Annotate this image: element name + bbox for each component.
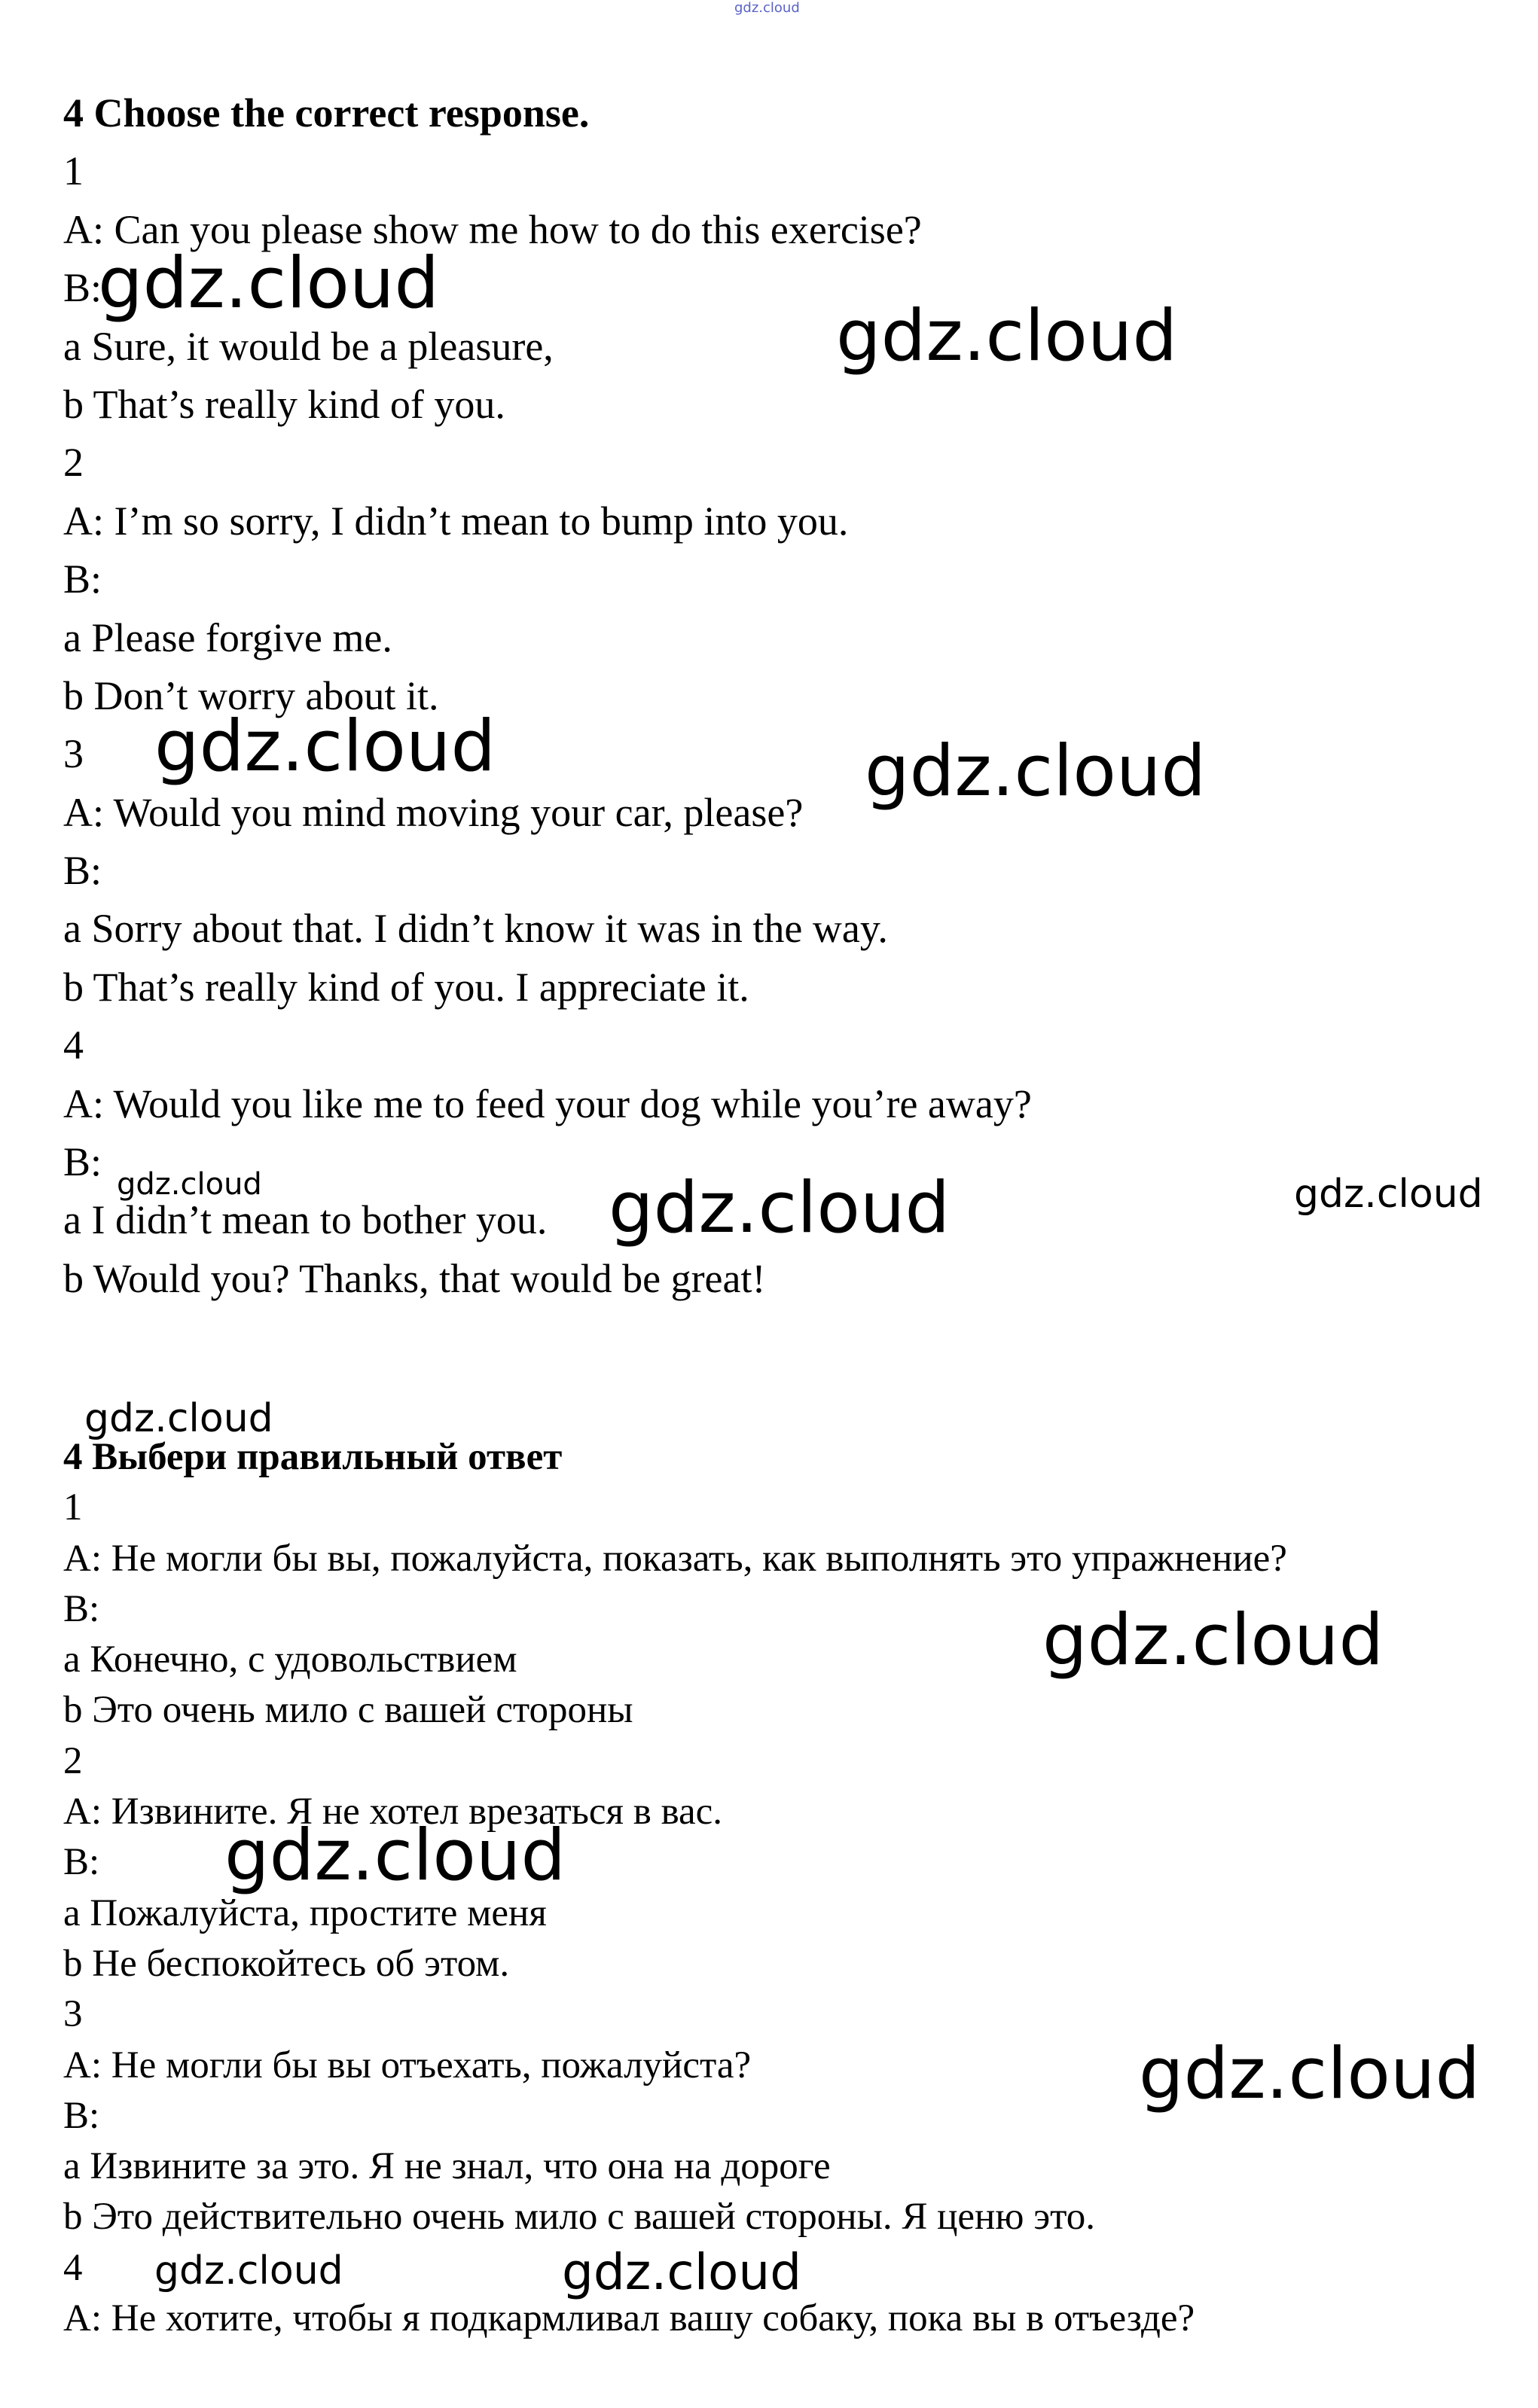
answer-label: B: [63, 265, 102, 311]
watermark: gdz.cloud [1139, 2033, 1481, 2115]
watermark: gdz.cloud [224, 1815, 566, 1897]
item-number: 2 [63, 440, 84, 486]
watermark: gdz.cloud [154, 706, 496, 788]
item-number: 4 [63, 2246, 83, 2289]
answer-label: B: [63, 1587, 100, 1630]
item-number: 3 [63, 1993, 83, 2036]
watermark: gdz.cloud [609, 1167, 951, 1249]
option-b: b That’s really kind of you. I appreciate it. [63, 964, 749, 1010]
option-a: a I didn’t mean to bother you. [63, 1197, 548, 1243]
question-line: A: I’m so sorry, I didn’t mean to bump into you. [63, 498, 849, 544]
option-b: b Don’t worry about it. [63, 672, 439, 718]
option-b: b Не беспокойтесь об этом. [63, 1942, 510, 1985]
exercise-heading: 4 Выбери правильный ответ [63, 1436, 563, 1478]
option-b: b Would you? Thanks, that would be great! [63, 1255, 766, 1301]
option-a: a Пожалуйста, простите меня [63, 1891, 547, 1934]
answer-label: B: [63, 848, 102, 894]
watermark: gdz.cloud [84, 1396, 273, 1441]
question-line: A: Would you mind moving your car, please? [63, 789, 804, 835]
answer-label: B: [63, 2094, 100, 2137]
watermark: gdz.cloud [98, 242, 440, 325]
watermark: gdz.cloud [1042, 1599, 1384, 1681]
top-watermark-mark: gdz.cloud [734, 0, 800, 16]
question-line: A: Не хотите, чтобы я подкармливал вашу собаку, пока вы в отъезде? [63, 2297, 1195, 2340]
option-a: a Конечно, с удовольствием [63, 1638, 517, 1681]
watermark: gdz.cloud [836, 295, 1178, 377]
watermark: gdz.cloud [154, 2248, 343, 2294]
item-number: 2 [63, 1739, 83, 1782]
item-number: 4 [63, 1023, 84, 1068]
option-b: b That’s really kind of you. [63, 381, 505, 427]
option-a: a Sure, it would be a pleasure, [63, 323, 554, 369]
question-line: A: Can you please show me how to do this exercise? [63, 206, 922, 252]
answer-label: B: [63, 1841, 100, 1884]
question-line: A: Извините. Я не хотел врезаться в вас. [63, 1791, 723, 1833]
answer-label: B: [63, 1139, 102, 1185]
exercise-heading: 4 Choose the correct response. [63, 90, 590, 136]
question-line: A: Не могли бы вы, пожалуйста, показать, как выполнять это упражнение? [63, 1537, 1287, 1580]
watermark: gdz.cloud [865, 730, 1207, 812]
item-number: 3 [63, 731, 84, 777]
question-line: A: Would you like me to feed your dog while you’re away? [63, 1081, 1032, 1126]
answer-label: B: [63, 556, 102, 602]
item-number: 1 [63, 1486, 83, 1529]
option-b: b Это очень мило с вашей стороны [63, 1689, 633, 1732]
item-number: 1 [63, 148, 84, 194]
option-a: a Please forgive me. [63, 614, 392, 660]
option-a: a Sorry about that. I didn’t know it was in the way. [63, 906, 888, 952]
option-b: b Это действительно очень мило с вашей стороны. Я ценю это. [63, 2196, 1095, 2239]
watermark: gdz.cloud [117, 1167, 262, 1202]
option-a: a Извините за это. Я не знал, что она на дороге [63, 2145, 831, 2188]
question-line: A: Не могли бы вы отъехать, пожалуйста? [63, 2044, 752, 2086]
watermark: gdz.cloud [1294, 1172, 1483, 1217]
watermark: gdz.cloud [562, 2243, 802, 2301]
